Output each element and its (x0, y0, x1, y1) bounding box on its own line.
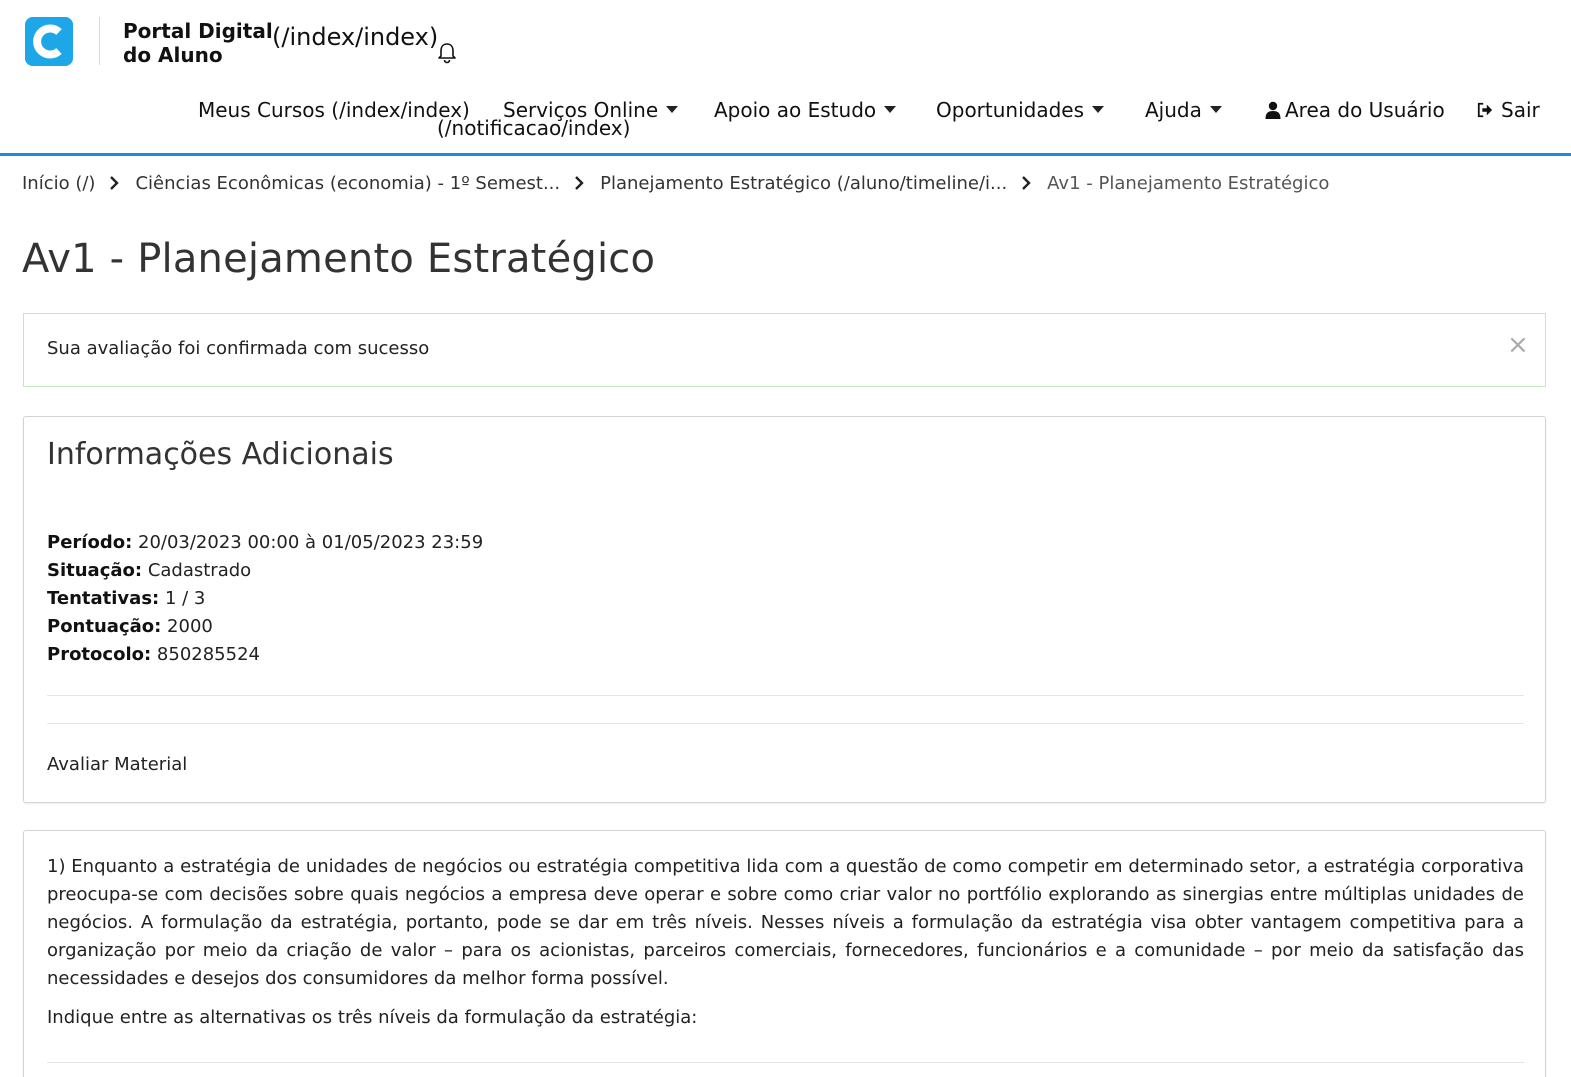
portal-logo-icon[interactable] (25, 17, 73, 66)
brand-line-1: Portal Digital (123, 19, 273, 43)
nav-apoio-estudo-label: Apoio ao Estudo (714, 98, 877, 122)
alert-message: Sua avaliação foi confirmada com sucesso (47, 338, 430, 359)
nav-meus-cursos-label: Meus Cursos (/index/index) (198, 98, 470, 122)
brand-home-link[interactable]: (/index/index) (272, 23, 439, 51)
caret-down-icon (884, 106, 896, 113)
chevron-right-icon (1021, 176, 1031, 190)
info-situacao-value: Cadastrado (142, 560, 252, 581)
nav-meus-cursos[interactable] (198, 98, 470, 122)
info-pontuacao-label: Pontuação: (47, 616, 162, 637)
caret-down-icon (1092, 106, 1104, 113)
caret-down-icon (1210, 106, 1222, 113)
info-situacao (47, 557, 483, 585)
exit-icon (1477, 101, 1495, 119)
info-periodo (47, 529, 483, 557)
breadcrumb (22, 170, 1329, 196)
nav-ajuda[interactable] (1145, 98, 1222, 122)
notification-link[interactable]: (/notificacao/index) (437, 116, 631, 140)
caret-down-icon (666, 106, 678, 113)
info-periodo-value: 20/03/2023 00:00 à 01/05/2023 23:59 (132, 532, 484, 553)
portal-brand[interactable] (123, 19, 273, 67)
nav-oportunidades[interactable] (936, 98, 1104, 122)
info-panel (23, 416, 1546, 803)
breadcrumb-inicio[interactable]: Início (/) (22, 172, 96, 194)
info-protocolo-value: 850285524 (151, 644, 260, 665)
nav-area-usuario-label: Area do Usuário (1285, 98, 1445, 122)
user-icon (1265, 101, 1281, 119)
nav-apoio-estudo[interactable] (714, 98, 896, 122)
divider (47, 723, 1524, 724)
info-panel-title: Informações Adicionais (47, 437, 394, 472)
breadcrumb-disciplina[interactable]: Planejamento Estratégico (/aluno/timeline/i... (600, 172, 1008, 194)
nav-sair[interactable] (1477, 98, 1540, 122)
bell-icon[interactable] (436, 42, 458, 64)
page-title: Av1 - Planejamento Estratégico (22, 236, 656, 282)
brand-divider (99, 17, 100, 65)
top-header (0, 0, 1571, 156)
divider (47, 695, 1524, 696)
brand-line-2: do Aluno (123, 43, 223, 67)
divider (47, 1062, 1524, 1063)
rate-material-link[interactable]: Avaliar Material (47, 754, 188, 775)
question-panel (23, 830, 1546, 1077)
success-alert (23, 313, 1546, 387)
info-list (47, 529, 483, 669)
question-prompt: Indique entre as alternativas os três níveis da formulação da estratégia: (47, 1007, 698, 1028)
chevron-right-icon (109, 176, 119, 190)
info-pontuacao (47, 613, 483, 641)
nav-oportunidades-label: Oportunidades (936, 98, 1085, 122)
info-tentativas-value: 1 / 3 (159, 588, 206, 609)
info-protocolo (47, 641, 483, 669)
info-protocolo-label: Protocolo: (47, 644, 152, 665)
info-periodo-label: Período: (47, 532, 133, 553)
breadcrumb-current: Av1 - Planejamento Estratégico (1047, 172, 1330, 194)
chevron-right-icon (574, 176, 584, 190)
nav-servicos-online-label: Serviços Online (503, 98, 659, 122)
close-icon[interactable]: × (1507, 330, 1529, 360)
info-pontuacao-value: 2000 (161, 616, 213, 637)
question-text: 1) Enquanto a estratégia de unidades de negócios ou estratégia competitiva lida com a questão de como competir em determinado setor, a estratégia corporativa preocupa-se com decisões sobre quais negócios a empresa deve operar e sobre como criar valor no portfólio explorando as sinergias entre múltiplas unidades de negócios. A formulação da estratégia, portanto, pode se dar em três níveis. Nesses níveis a formulação da estratégia visa obter vantagem competitiva para a organização por meio da criação de valor – para os acionistas, parceiros comerciais, fornecedores, funcionários e a comunidade – por meio da satisfação das necessidades e desejos dos consumidores da melhor forma possível. (47, 856, 1524, 989)
info-tentativas (47, 585, 483, 613)
nav-sair-label: Sair (1501, 98, 1540, 122)
breadcrumb-curso[interactable]: Ciências Econômicas (economia) - 1º Semest... (135, 172, 561, 194)
nav-ajuda-label: Ajuda (1145, 98, 1202, 122)
nav-area-usuario[interactable] (1265, 98, 1445, 122)
info-situacao-label: Situação: (47, 560, 143, 581)
info-tentativas-label: Tentativas: (47, 588, 160, 609)
